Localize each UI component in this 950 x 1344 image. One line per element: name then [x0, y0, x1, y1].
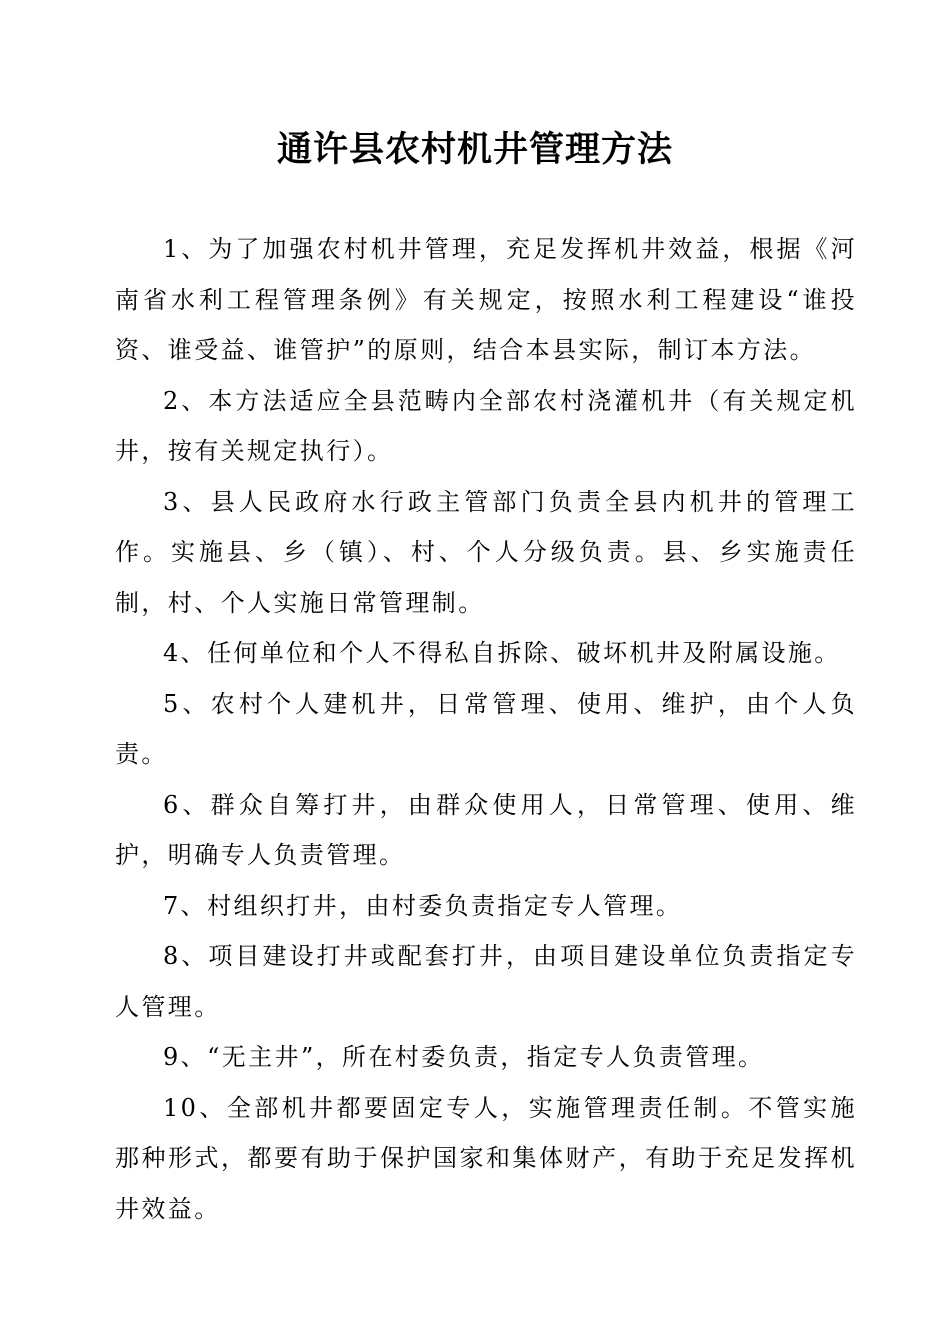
document-title: 通许县农村机井管理方法	[276, 130, 673, 170]
article-1: 1、为了加强农村机井管理，充足发挥机井效益，根据《河南省水利工程管理条例》有关规定，按照水利工程建设“谁投资、谁受益、谁管护”的原则，结合本县实际，制订本方法。	[115, 235, 857, 364]
article-10: 10、全部机井都要固定专人，实施管理责任制。不管实施那种形式，都要有助于保护国家和集体财产，有助于充足发挥机井效益。	[115, 1093, 857, 1223]
article-2: 2、本方法适应全县范畴内全部农村浇灌机井（有关规定机井，按有关规定执行）。	[115, 386, 857, 465]
document-body	[115, 224, 857, 1234]
article-5: 5、农村个人建机井，日常管理、使用、维护，由个人负责。	[115, 689, 857, 768]
article-4: 4、任何单位和个人不得私自拆除、破坏机井及附属设施。	[163, 639, 841, 667]
article-9: 9、“无主井”，所在村委负责，指定专人负责管理。	[163, 1043, 765, 1071]
article-8: 8、项目建设打井或配套打井，由项目建设单位负责指定专人管理。	[115, 942, 857, 1021]
article-3: 3、县人民政府水行政主管部门负责全县内机井的管理工作。实施县、乡（镇）、村、个人分级负责。县、乡实施责任制，村、个人实施日常管理制。	[115, 487, 857, 617]
article-6: 6、群众自筹打井，由群众使用人，日常管理、使用、维护，明确专人负责管理。	[115, 790, 857, 869]
article-7: 7、村组织打井，由村委负责指定专人管理。	[163, 891, 683, 920]
